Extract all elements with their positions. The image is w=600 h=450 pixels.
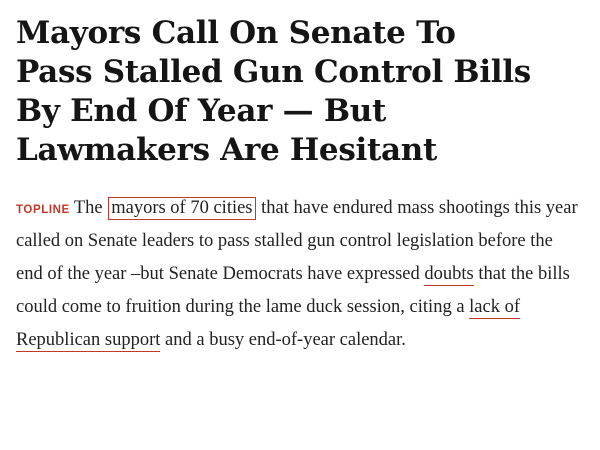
article-body bbox=[16, 192, 584, 357]
body-segment-plain-2: that have endured mass shootings this year called on Senate leaders to pass stalled gun control legislation before the end of the year –but Senate Democrats have expressed bbox=[16, 198, 578, 285]
body-segment-plain-3: that the bills could come to fruition during the lame duck session, citing a bbox=[16, 264, 570, 317]
body-segment-plain-4: and a busy end-of-year calendar. bbox=[160, 329, 406, 350]
headline-line-4: Lawmakers Are Hesitant bbox=[16, 132, 438, 169]
topline-paragraph bbox=[16, 192, 584, 357]
annotation-boxed-mayors: mayors of 70 cities bbox=[108, 197, 255, 220]
topline-label: TOPLINE bbox=[16, 204, 70, 217]
headline-line-1: Mayors Call On Senate To bbox=[16, 15, 456, 51]
headline-line-2: Pass Stalled Gun Control Bills bbox=[16, 54, 531, 91]
body-segment-plain-1: The bbox=[73, 198, 108, 219]
page-title bbox=[16, 14, 584, 170]
annotation-underlined-doubts: doubts bbox=[424, 264, 474, 285]
annotation-underlined-republican-support: lack of Republican support bbox=[16, 296, 521, 350]
headline-line-3: By End Of Year — But bbox=[16, 93, 386, 130]
